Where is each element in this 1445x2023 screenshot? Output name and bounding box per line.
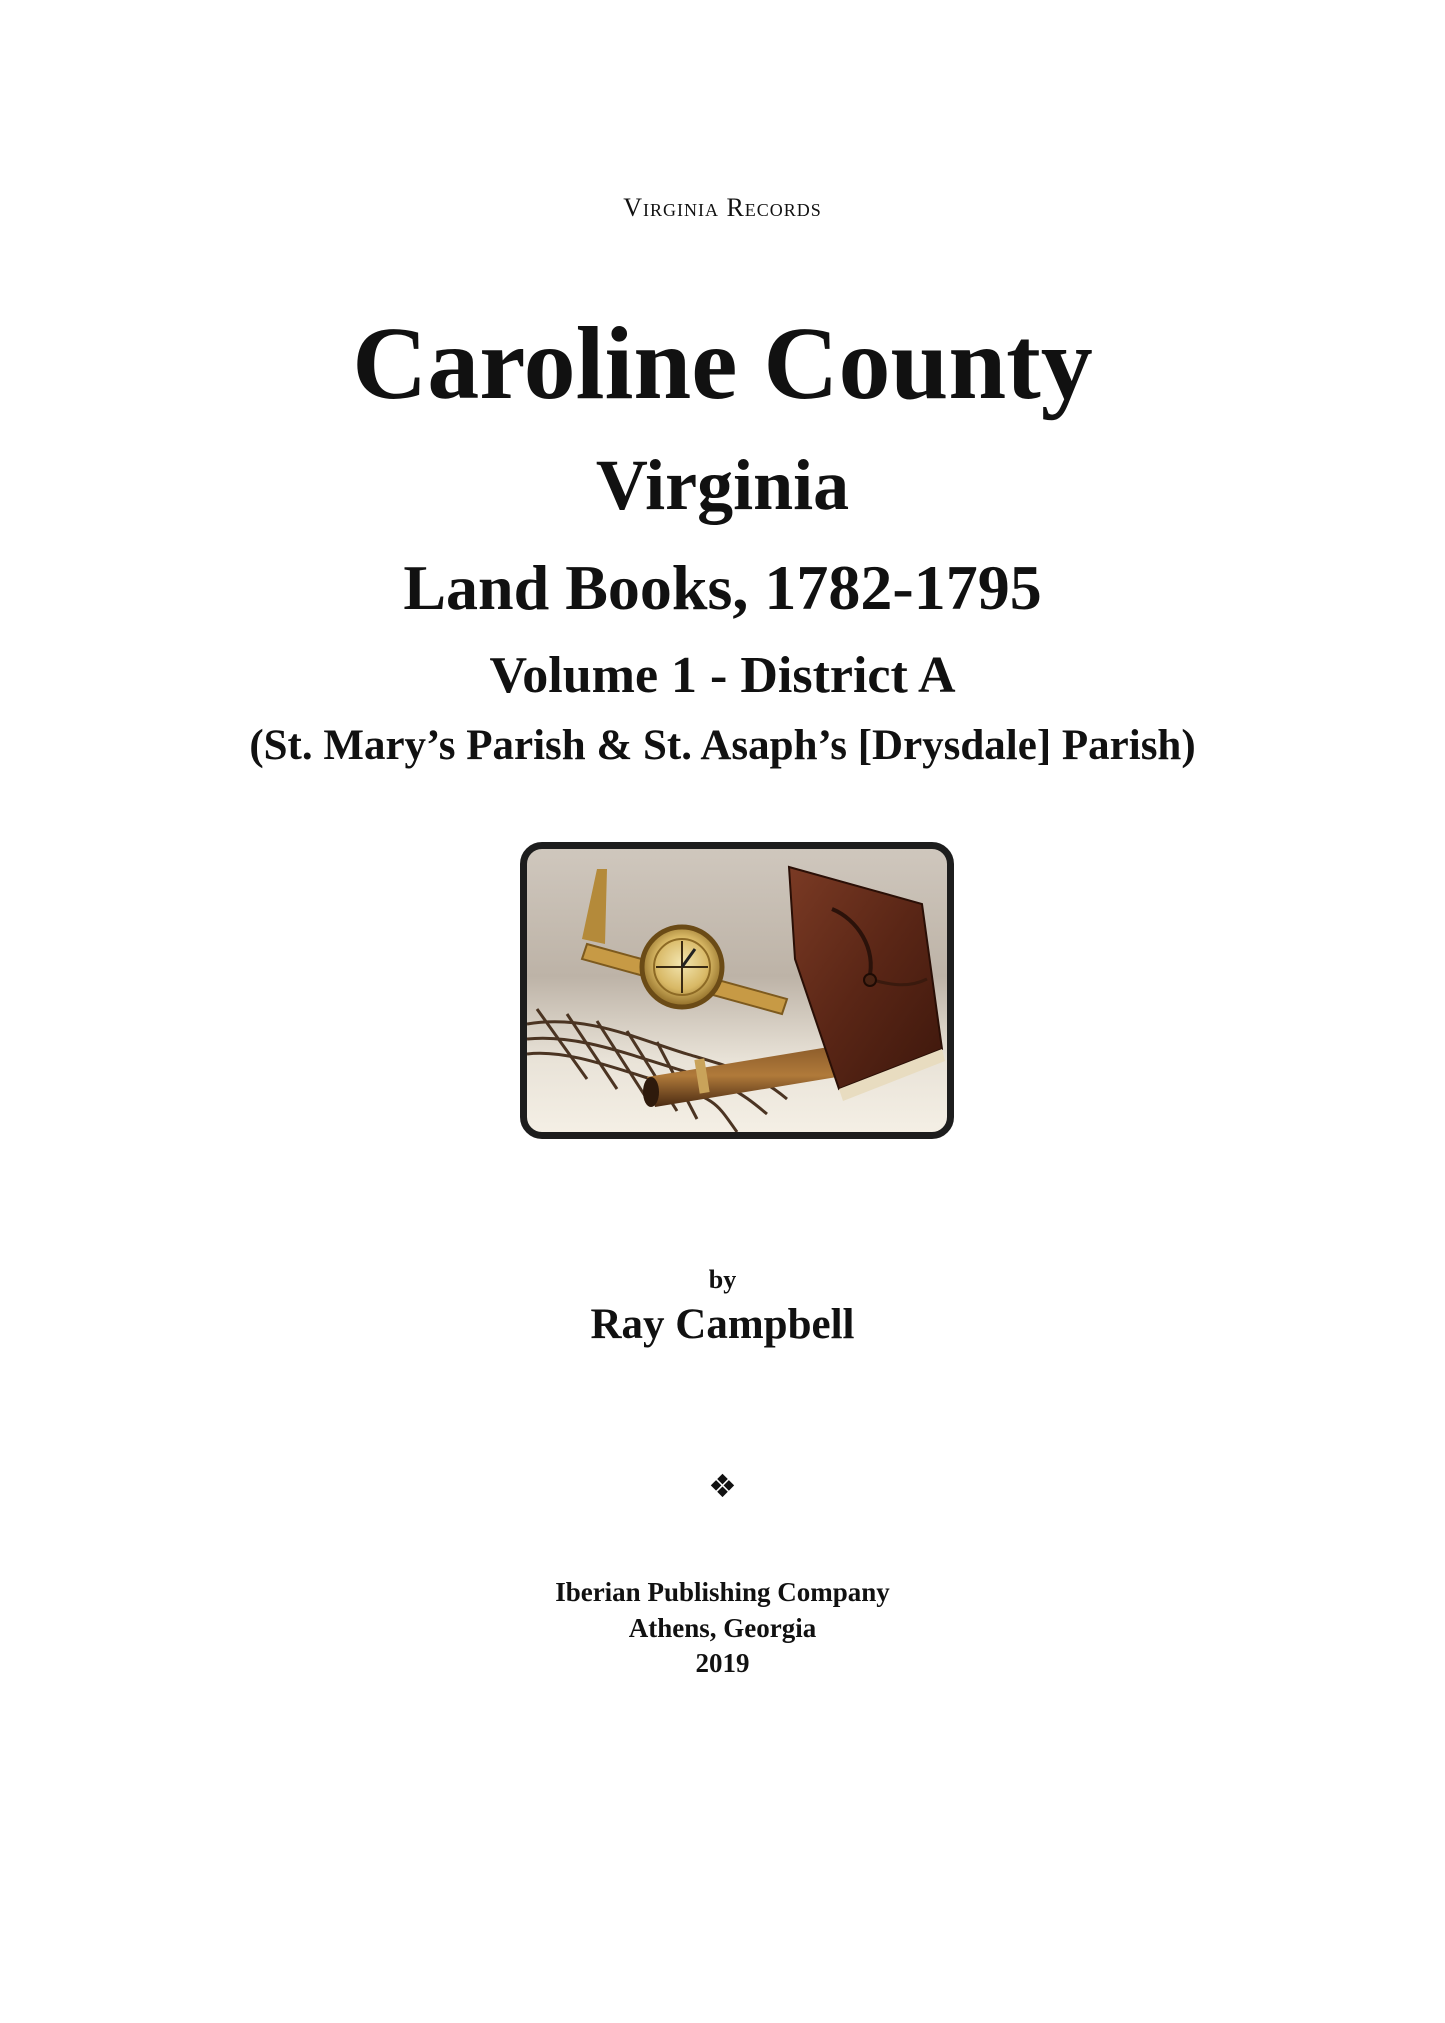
author-name: Ray Campbell [590,1301,855,1348]
byline: by [708,1265,737,1294]
illustration-image [527,849,947,1132]
series-name: Virginia Records [623,193,822,222]
telescope [643,1044,855,1107]
publisher-city: Athens, Georgia [628,1613,817,1643]
ornament-icon: ❖ [708,1467,737,1505]
state-name: Virginia [595,445,850,525]
publication-year: 2019 [695,1648,750,1678]
parishes-label: (St. Mary’s Parish & St. Asaph’s [Drysdale] Parish) [249,722,1196,769]
cover-illustration [520,842,954,1139]
publisher-name: Iberian Publishing Company [555,1577,890,1607]
book-title: Caroline County [352,306,1093,421]
book-subtitle: Land Books, 1782-1795 [403,552,1042,623]
volume-label: Volume 1 - District A [489,647,956,704]
surveyor-compass [582,869,787,1014]
